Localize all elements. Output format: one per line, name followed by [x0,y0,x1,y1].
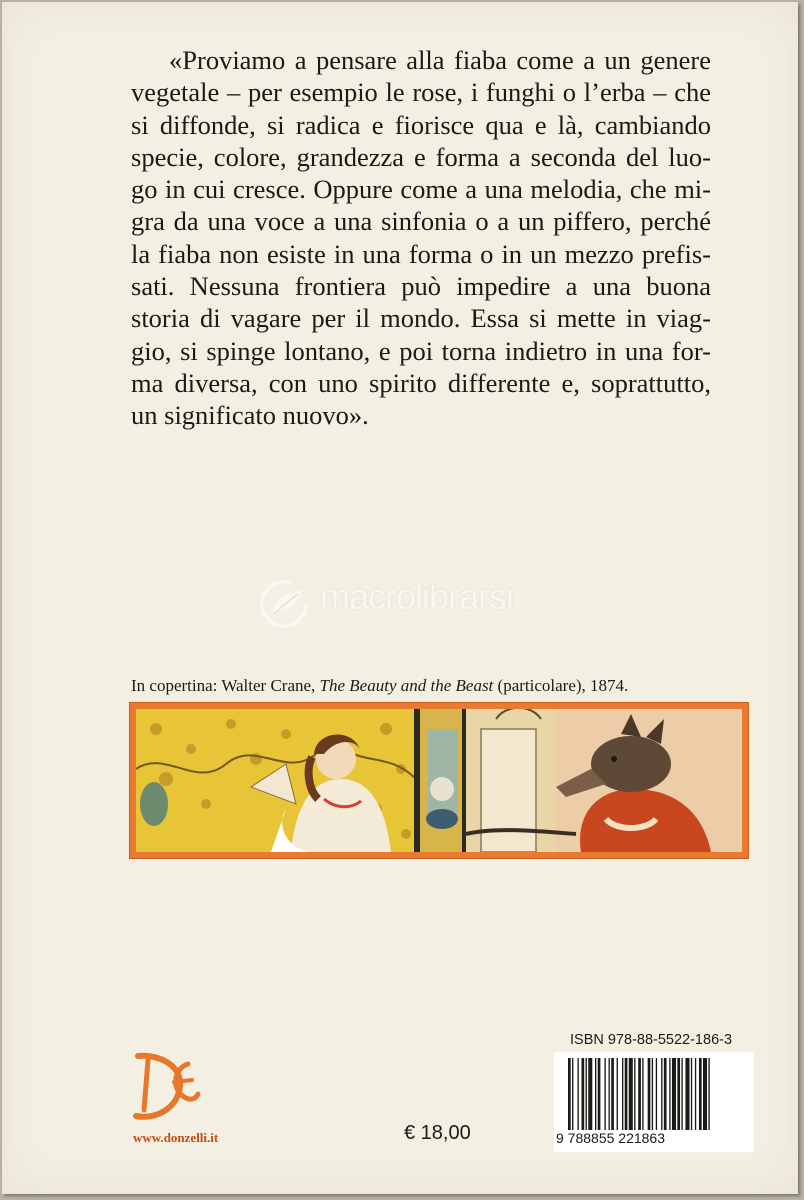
barcode-bar [648,1058,651,1130]
barcode-bar [595,1058,596,1130]
barcode-bar [652,1058,653,1130]
barcode-bar [634,1058,635,1130]
barcode-bar [661,1058,662,1130]
barcode-bar [609,1058,610,1130]
barcode-bar [568,1058,571,1130]
barcode-bar [622,1058,623,1130]
barcode-bar [677,1058,680,1130]
barcode-bar [638,1058,641,1130]
cover-illustration [130,703,748,858]
caption-prefix: In copertina: Walter Crane, [131,676,320,695]
quote-line: «Proviamo a pensare alla fiaba come a un genere [169,45,711,75]
donzelli-logo-icon [130,1046,202,1124]
barcode-bar [691,1058,692,1130]
barcode-bar [695,1058,696,1130]
barcode-bar [703,1058,707,1130]
barcode-bar [708,1058,709,1130]
quote-line: storia di vagare per il mondo. Essa si mette in viag- [131,303,711,334]
quote-line: gio, si spinge lontano, e poi torna indietro in una for- [131,335,711,366]
book-back-cover [2,2,798,1194]
barcode-bar [681,1058,682,1130]
watermark [258,574,578,634]
leaf-logo-icon [258,578,314,628]
price: € 18,00 [404,1122,471,1144]
barcode-bar [699,1058,702,1130]
watermark-title: macrolibrarsi [320,576,514,617]
quote-line: go in cui cresce. Oppure come a una melodia, che mi- [131,174,711,205]
barcode-bar [685,1058,689,1130]
barcode-bar [604,1058,605,1130]
barcode-bar [598,1058,601,1130]
quote-line: vegetale – per esempio le rose, i funghi o l’erba – che [131,77,711,108]
barcode-bar [611,1058,614,1130]
quote-text [131,44,711,432]
barcode-bar [642,1058,643,1130]
watermark-subtitle: ALTERNATIVA NATURALE [322,616,499,626]
barcode-bar [625,1058,628,1130]
isbn-label: ISBN 978-88-5522-186-3 [570,1032,733,1048]
beauty-and-beast-illustration [136,709,742,852]
quote-line: specie, colore, grandezza e forma a seconda del luo- [131,141,711,172]
publisher-url: www.donzelli.it [133,1130,219,1145]
quote-line: sati. Nessuna frontiera può impedire a una buona [131,271,711,302]
quote-line: si diffonde, si radica e fiorisce qua e là, cambiando [131,109,711,140]
caption-title: The Beauty and the Beast [319,676,494,695]
quote-line: un significato nuovo». [131,400,369,431]
barcode-bars [568,1058,748,1130]
cover-caption [131,676,751,696]
barcode-bar [572,1058,573,1130]
quote-line: gra da una voce a una sinfonia o a un piffero, perché [131,206,711,237]
quote-line: ma diversa, con uno spirito differente e, soprattutto, [131,367,711,398]
barcode-bar [629,1058,633,1130]
barcode-bar [577,1058,578,1130]
barcode-bar [588,1058,592,1130]
barcode-bar [586,1058,587,1130]
barcode-bar [672,1058,676,1130]
barcode-bar [582,1058,585,1130]
barcode-bar [617,1058,618,1130]
caption-suffix: (particolare), 1874. [493,676,629,695]
quote-line: la fiaba non esiste in una forma o in un mezzo prefis- [131,238,711,269]
barcode-bar [664,1058,667,1130]
barcode-digits: 9 788855 221863 [556,1130,665,1146]
barcode-bar [656,1058,657,1130]
barcode [554,1052,754,1152]
barcode-bar [669,1058,670,1130]
